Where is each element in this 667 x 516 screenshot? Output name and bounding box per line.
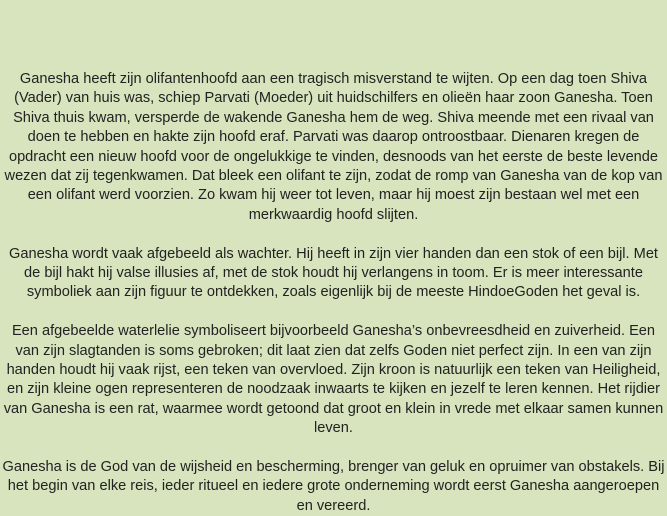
paragraph-guardian: Ganesha wordt vaak afgebeeld als wachter. Hij heeft in zijn vier handen dan een stok of een bijl. Met de bijl hakt hij valse illusies af, met de stok houdt hij verlangens in toom. Er is meer interessante symboliek aan zijn figuur te ontdekken, zoals eigenlijk bij de meeste HindoeGoden het geval is. xyxy=(8,245,658,301)
paragraph-symbolism: Een afgebeelde waterlelie symboliseert bijvoorbeeld Ganesha’s onbevreesdheid en zuiverheid. Een van zijn slagtanden is soms gebroken; dit laat zien dat zelfs Goden niet perfect zijn. In een van zijn handen houdt hij vaak rijst, een teken van overvloed. Zijn kroon is natuurlijk een teken van Heiligheid, en zijn kleine ogen representeren de noodzaak inwaarts te kijken en jezelf te leren kennen. Het rijdier van Ganesha is een rat, waarmee wordt getoond dat groot en klein in vrede met elkaar samen kunnen leven. xyxy=(3,323,664,437)
paragraph-wisdom: Ganesha is de God van de wijsheid en bescherming, brenger van geluk en opruimer van obstakels. Bij het begin van elke reis, ieder ritueel en iedere grote onderneming wordt eerst Ganesha aangeroepen en vereerd. xyxy=(2,459,665,514)
document-body xyxy=(0,70,667,516)
paragraph-origin-story: Ganesha heeft zijn olifantenhoofd aan een tragisch misverstand te wijten. Op een dag toen Shiva (Vader) van huis was, schiep Parvati (Moeder) uit huidschilfers en olieën haar zoon Ganesha. Toen Shiva thuis kwam, versperde de wakende Ganesha hem de weg. Shiva meende met een rivaal van doen te hebben en hakte zijn hoofd eraf. Parvati was daarop ontroostbaar. Dienaren kregen de opdracht een nieuw hoofd voor de ongelukkige te vinden, desnoods van het eerste de beste levende wezen dat zij tegenkwamen. Dat bleek een olifant te zijn, zodat de romp van Ganesha van de kop van een olifant werd voorzien. Zo kwam hij weer tot leven, maar hij moest zijn bestaan wel met een merkwaardig hoofd slijten. xyxy=(4,71,663,223)
